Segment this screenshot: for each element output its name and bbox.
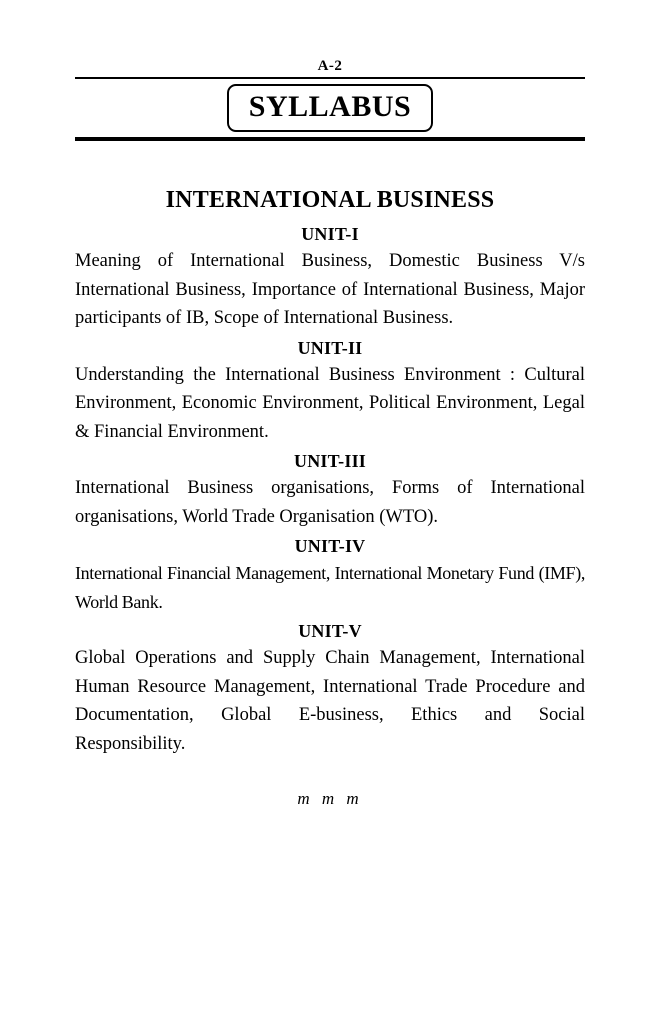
unit-heading: UNIT-III	[294, 451, 366, 471]
unit-heading: UNIT-I	[301, 224, 359, 244]
unit-section-2	[75, 335, 585, 447]
unit-section-4	[75, 533, 585, 616]
end-ornament: m m m	[297, 789, 363, 808]
page-header	[75, 58, 585, 141]
syllabus-banner-row	[75, 79, 585, 137]
unit-text: International Business organisations, Forms of International organisations, World Trade Organisation (WTO).	[75, 478, 585, 527]
unit-text: Global Operations and Supply Chain Management, International Human Resource Management, International Trade Procedure and Documentation, Global E-business, Ethics and Social Responsibility.	[75, 648, 585, 754]
unit-text: International Financial Management, International Monetary Fund (IMF), World Bank.	[75, 563, 585, 612]
unit-section-5	[75, 618, 585, 758]
unit-heading: UNIT-V	[298, 621, 362, 641]
syllabus-banner-label: SYLLABUS	[227, 84, 433, 132]
syllabus-content	[75, 185, 585, 810]
header-rule-bottom	[75, 137, 585, 141]
unit-section-3	[75, 448, 585, 531]
unit-heading: UNIT-IV	[294, 536, 366, 556]
unit-section-1	[75, 221, 585, 333]
unit-text: Meaning of International Business, Domestic Business V/s International Business, Importance of International Business, Major participants of IB, Scope of International Business.	[75, 251, 585, 328]
unit-heading: UNIT-II	[297, 337, 363, 358]
page-number: A-2	[317, 58, 343, 74]
page-title: INTERNATIONAL BUSINESS	[165, 187, 495, 213]
unit-text: Understanding the International Business Environment : Cultural Environment, Economic Environment, Political Environment, Legal & Financial Environment.	[75, 364, 585, 442]
